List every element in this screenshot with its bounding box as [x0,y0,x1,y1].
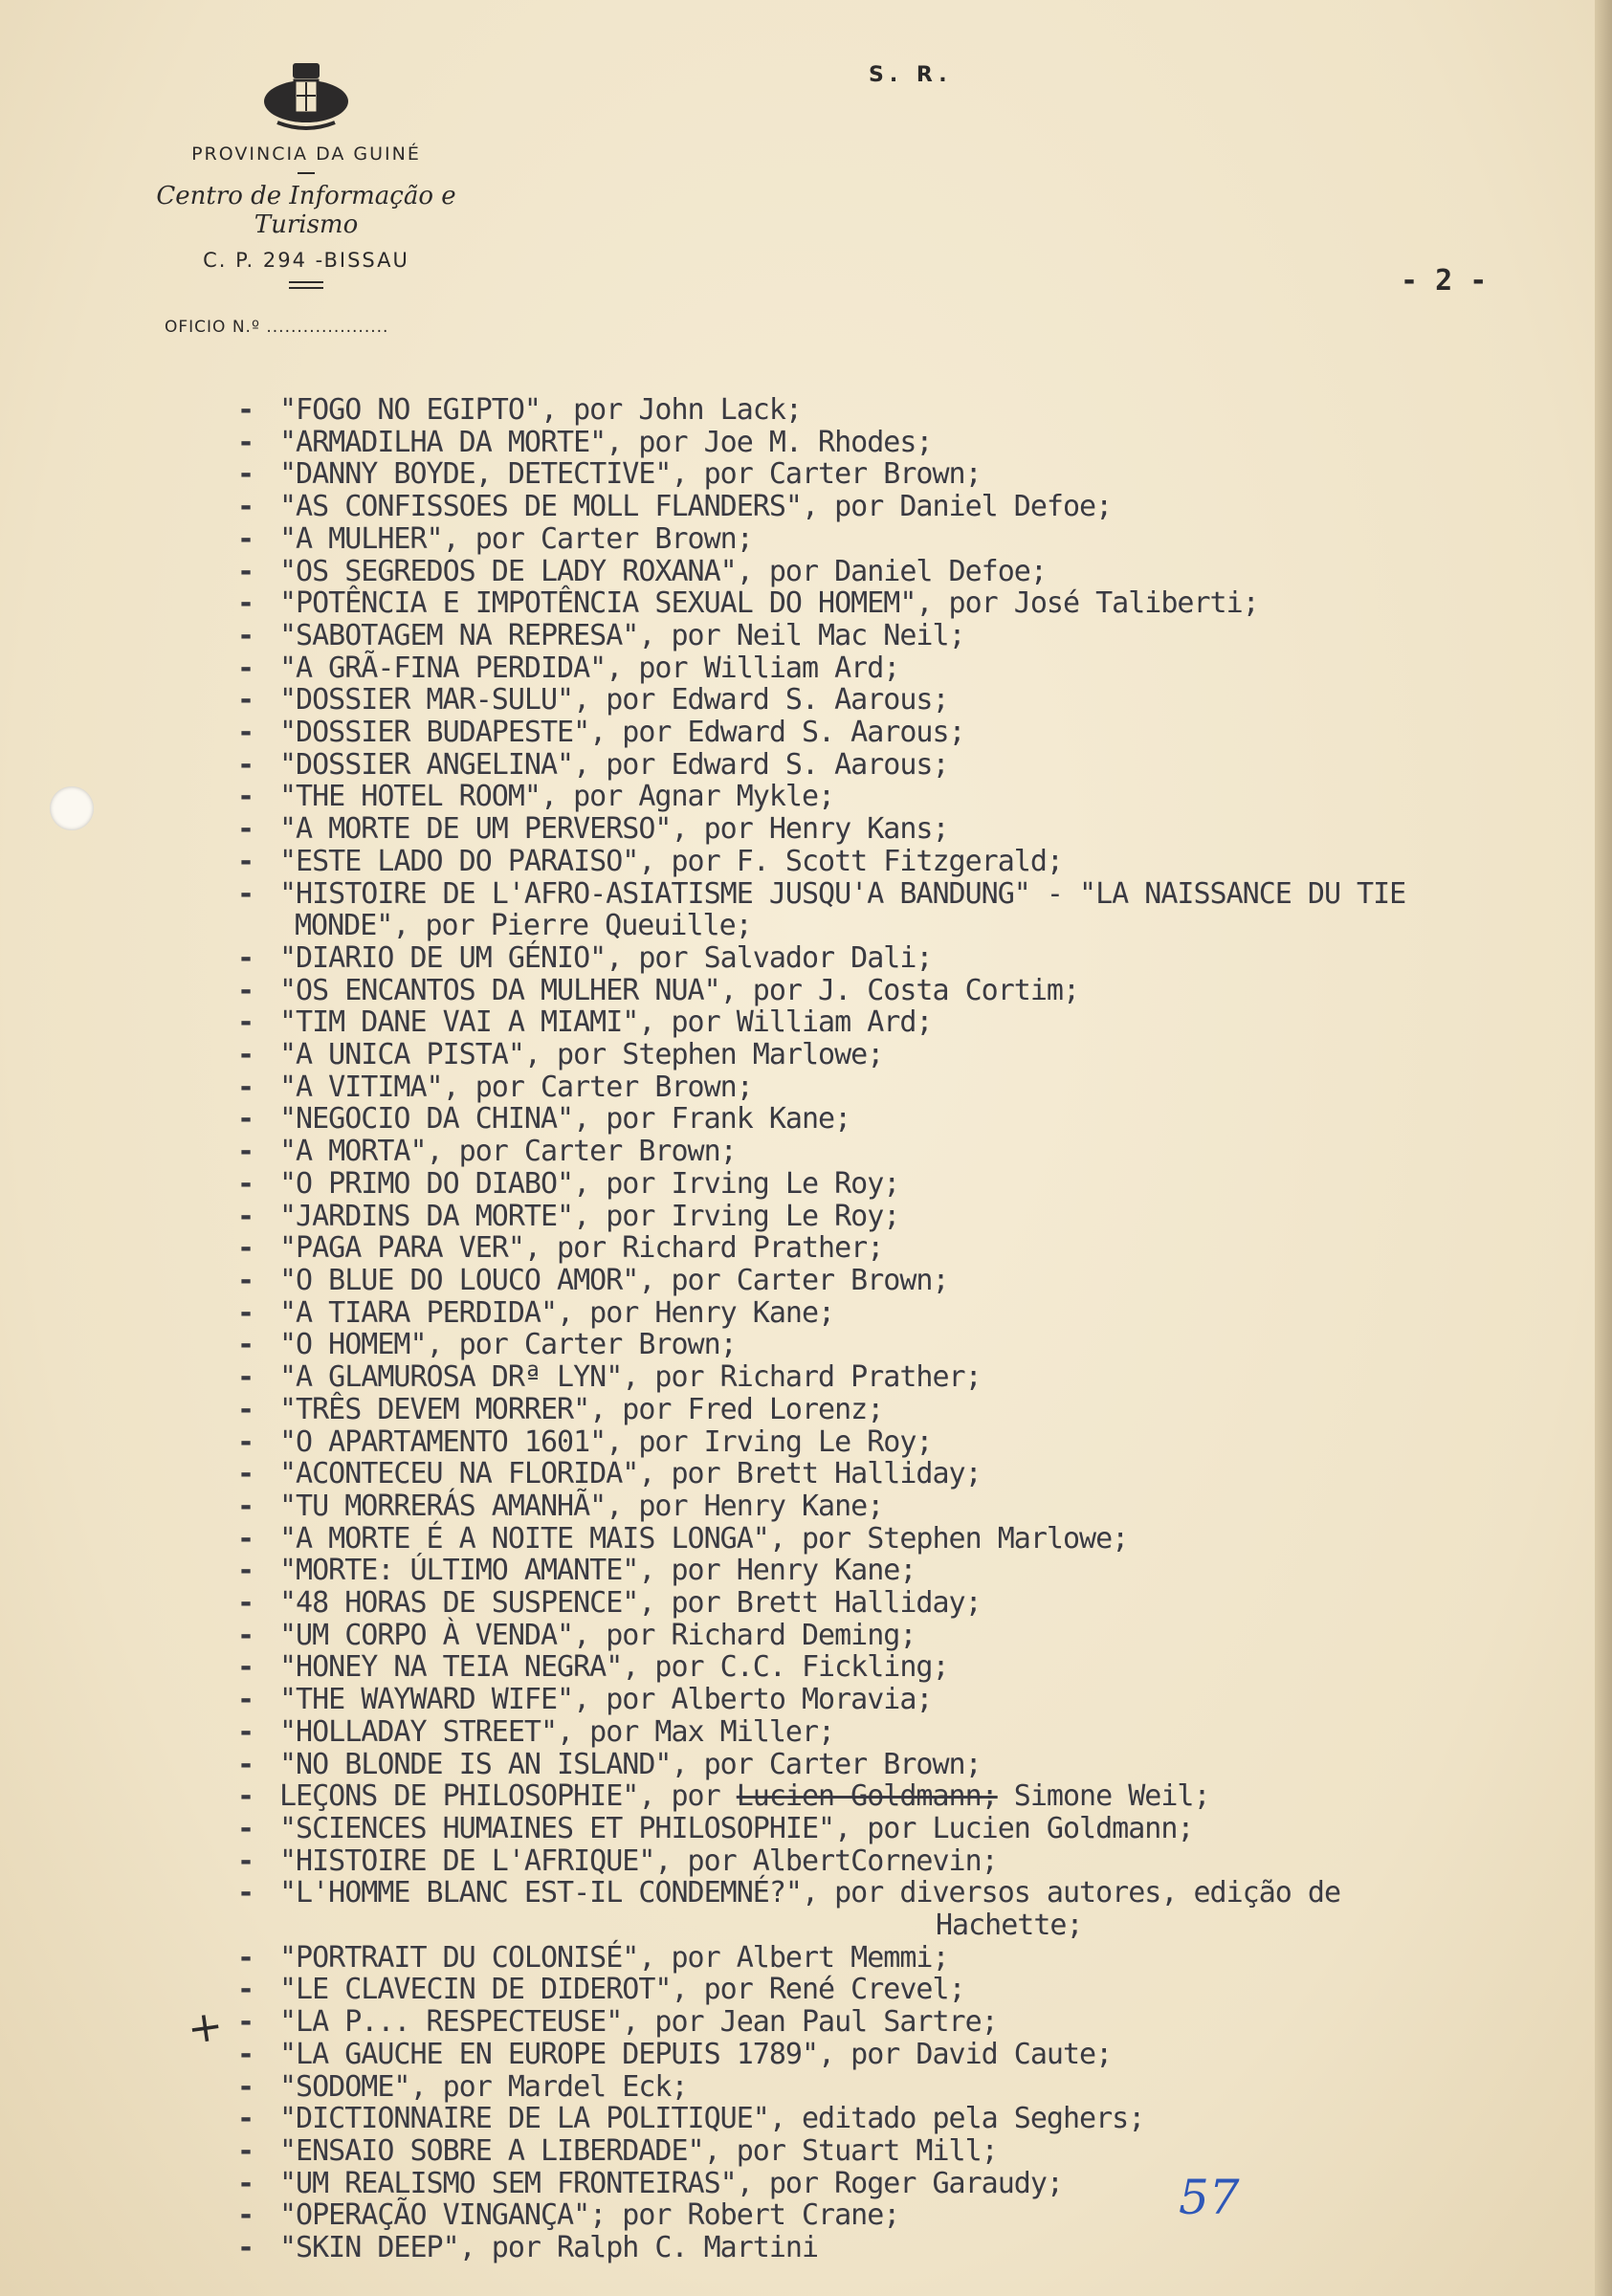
list-item: - "PAGA PARA VER", por Richard Prather; [237,1232,1596,1265]
list-item: - "PORTRAIT DU COLONISÉ", por Albert Memmi; [237,1942,1596,1975]
list-item: - "HONEY NA TEIA NEGRA", por C.C. Fickling; [237,1651,1596,1684]
list-item: - "OS ENCANTOS DA MULHER NUA", por J. Costa Cortim; [237,975,1596,1007]
list-item: - "L'HOMME BLANC EST-IL CONDEMNÉ?", por diversos autores, edição de [237,1877,1596,1910]
list-item: - "A MORTE É A NOITE MAIS LONGA", por Stephen Marlowe; [237,1523,1596,1556]
margin-mark: + [184,2000,227,2055]
list-item: - "ESTE LADO DO PARAISO", por F. Scott Fitzgerald; [237,846,1596,878]
letterhead [105,57,507,289]
list-item: - "A UNICA PISTA", por Stephen Marlowe; [237,1039,1596,1071]
list-item: - "O HOMEM", por Carter Brown; [237,1329,1596,1361]
list-item: - "UM REALISMO SEM FRONTEIRAS", por Roger Garaudy; [237,2168,1596,2200]
divider [289,281,323,289]
list-item: - "AS CONFISSOES DE MOLL FLANDERS", por Daniel Defoe; [237,491,1596,523]
list-item: - "TRÊS DEVEM MORRER", por Fred Lorenz; [237,1394,1596,1426]
list-item: - "SABOTAGEM NA REPRESA", por Neil Mac Neil; [237,620,1596,652]
list-item: - "LA GAUCHE EN EUROPE DEPUIS 1789", por David Caute; [237,2039,1596,2071]
list-item: - "UM CORPO À VENDA", por Richard Deming; [237,1620,1596,1652]
list-item: - "THE HOTEL ROOM", por Agnar Mykle; [237,781,1596,813]
list-item: - "JARDINS DA MORTE", por Irving Le Roy; [237,1201,1596,1233]
list-item-continuation: MONDE", por Pierre Queuille; [295,909,752,943]
list-item: - "NEGOCIO DA CHINA", por Frank Kane; [237,1103,1596,1136]
list-item: - "MORTE: ÚLTIMO AMANTE", por Henry Kane; [237,1555,1596,1587]
list-item: - "SKIN DEEP", por Ralph C. Martini [237,2232,1596,2264]
list-item: - "HISTOIRE DE L'AFRO-ASIATISME JUSQU'A BANDUNG" - "LA NAISSANCE DU TIE [237,878,1596,911]
list-item: - "SCIENCES HUMAINES ET PHILOSOPHIE", por Lucien Goldmann; [237,1813,1596,1845]
folio-number: 57 [1179,2170,1240,2225]
list-item: - "LE CLAVECIN DE DIDEROT", por René Crevel; [237,1974,1596,2006]
list-item: - "DANNY BOYDE, DETECTIVE", por Carter Brown; [237,458,1596,491]
list-item: - "TU MORRERÁS AMANHÃ", por Henry Kane; [237,1490,1596,1523]
classification-mark: S. R. [869,63,953,87]
list-item: - "ACONTECEU NA FLORIDA", por Brett Halliday; [237,1458,1596,1490]
list-item: - "ARMADILHA DA MORTE", por Joe M. Rhodes; [237,427,1596,459]
list-item-continuation: Hachette; [936,1909,1083,1943]
list-item: - "LA P... RESPECTEUSE", por Jean Paul Sartre; [237,2006,1596,2039]
list-item: - "DIARIO DE UM GÉNIO", por Salvador Dali; [237,942,1596,975]
list-item: - "O BLUE DO LOUCO AMOR", por Carter Brown; [237,1265,1596,1297]
oficio-number: OFICIO N.º .................... [165,318,389,337]
list-item: - "POTÊNCIA E IMPOTÊNCIA SEXUAL DO HOMEM", por José Taliberti; [237,587,1596,620]
list-item: - "NO BLONDE IS AN ISLAND", por Carter Brown; [237,1749,1596,1781]
centre-name: Centro de Informação e Turismo [156,182,456,239]
list-item: - "48 HORAS DE SUSPENCE", por Brett Halliday; [237,1587,1596,1620]
punch-hole [50,786,94,830]
list-item: - "DOSSIER ANGELINA", por Edward S. Aarous; [237,749,1596,782]
list-item: - "HOLLADAY STREET", por Max Miller; [237,1716,1596,1749]
list-item: - "TIM DANE VAI A MIAMI", por William Ard; [237,1006,1596,1039]
item-text: Simone Weil; [997,1779,1210,1814]
book-list [237,394,1596,2264]
page-number: - 2 - [1401,264,1488,298]
list-item: - "A TIARA PERDIDA", por Henry Kane; [237,1297,1596,1330]
list-item: - "DOSSIER MAR-SULU", por Edward S. Aarous; [237,684,1596,717]
list-item: - "DOSSIER BUDAPESTE", por Edward S. Aarous; [237,717,1596,749]
list-item: - "FOGO NO EGIPTO", por John Lack; [237,394,1596,427]
list-item: - "OPERAÇÃO VINGANÇA"; por Robert Crane; [237,2199,1596,2232]
coat-of-arms-icon [258,57,354,134]
list-item: - "HISTOIRE DE L'AFRIQUE", por AlbertCornevin; [237,1845,1596,1878]
list-item: - "OS SEGREDOS DE LADY ROXANA", por Daniel Defoe; [237,556,1596,588]
list-item: - "THE WAYWARD WIFE", por Alberto Moravia; [237,1684,1596,1716]
list-item: - "A VITIMA", por Carter Brown; [237,1071,1596,1104]
list-item: - "A GLAMUROSA DRª LYN", por Richard Prather; [237,1361,1596,1394]
divider [298,172,315,174]
postal-address: C. P. 294 -BISSAU [203,249,409,272]
list-item: - "O PRIMO DO DIABO", por Irving Le Roy; [237,1168,1596,1201]
list-item: - "ENSAIO SOBRE A LIBERDADE", por Stuart Mill; [237,2135,1596,2168]
list-item: - "A MULHER", por Carter Brown; [237,523,1596,556]
list-item: - "A MORTE DE UM PERVERSO", por Henry Kans; [237,813,1596,846]
province-name: PROVINCIA DA GUINÉ [191,144,421,165]
list-item: - "A MORTA", por Carter Brown; [237,1136,1596,1168]
list-item: - "SODOME", por Mardel Eck; [237,2071,1596,2104]
list-item [237,1780,1596,1813]
item-text: LEÇONS DE PHILOSOPHIE", por [279,1779,737,1814]
paper-edge [1595,0,1612,2296]
list-item: - "A GRÃ-FINA PERDIDA", por William Ard; [237,652,1596,685]
struck-text: Lucien Goldmann; [736,1779,998,1814]
list-item: - "DICTIONNAIRE DE LA POLITIQUE", editado pela Seghers; [237,2103,1596,2135]
list-item: - "O APARTAMENTO 1601", por Irving Le Roy; [237,1426,1596,1459]
